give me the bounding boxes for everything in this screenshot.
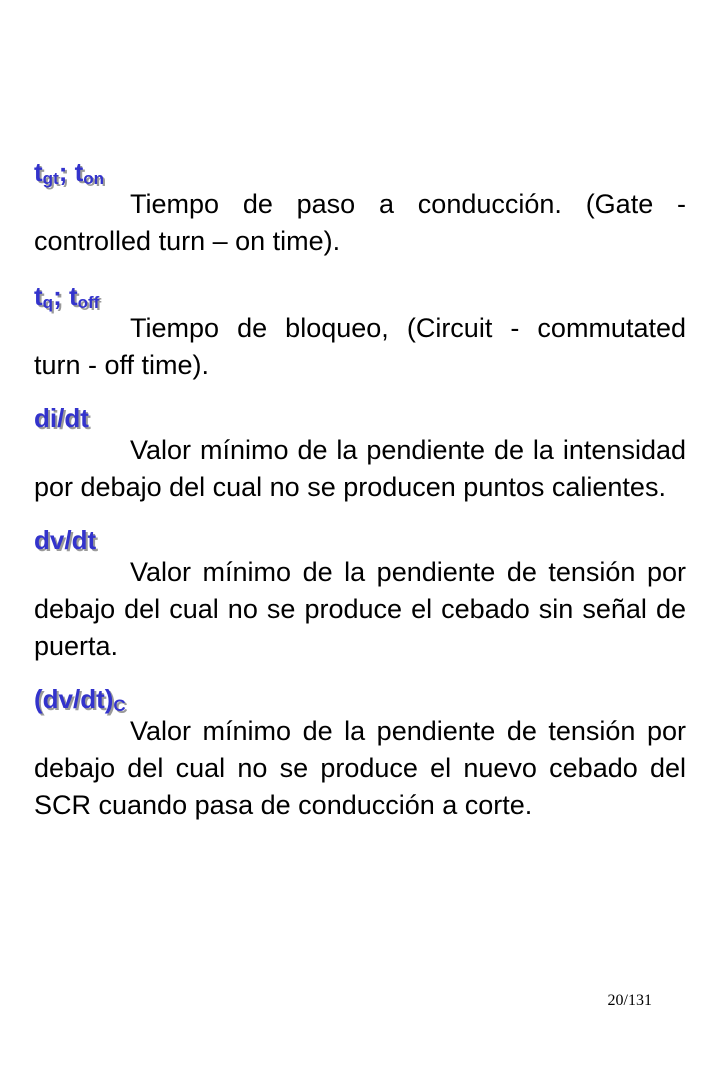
description-didt: Valor mínimo de la pendiente de la intensidad por debajo del cual no se producen puntos calientes. bbox=[34, 435, 686, 502]
term-ton-sub1: gt bbox=[42, 169, 59, 188]
definitions-list bbox=[34, 158, 686, 824]
term-dvdt-c-t1: (dv/dt) bbox=[34, 684, 114, 714]
term-dvdt-c-sub1: C bbox=[113, 696, 126, 715]
term-ton-sub2: on bbox=[83, 169, 105, 188]
definition-dvdt bbox=[34, 526, 686, 665]
definition-toff bbox=[34, 282, 686, 384]
description-dvdt-c: Valor mínimo de la pendiente de tensión por debajo del cual no se produce el nuevo cebado del SCR cuando pasa de conducción a corte. bbox=[34, 716, 686, 820]
term-ton bbox=[34, 158, 686, 186]
definition-dvdt-c bbox=[34, 685, 686, 824]
term-dvdt-c bbox=[34, 685, 686, 713]
term-toff-sub2: off bbox=[77, 293, 100, 312]
term-dvdt: dv/dt bbox=[34, 525, 97, 555]
page-number: 20/131 bbox=[607, 992, 652, 1009]
term-ton-t1: t bbox=[34, 157, 43, 187]
definition-ton bbox=[34, 158, 686, 260]
definition-didt bbox=[34, 404, 686, 506]
term-toff-t2: ; t bbox=[53, 281, 78, 311]
term-didt: di/dt bbox=[34, 403, 89, 433]
description-ton: Tiempo de paso a conducción. (Gate - controlled turn – on time). bbox=[34, 189, 686, 256]
term-toff-t1: t bbox=[34, 281, 43, 311]
term-ton-t2: ; t bbox=[58, 157, 84, 187]
description-dvdt: Valor mínimo de la pendiente de tensión por debajo del cual no se produce el cebado sin señal de puerta. bbox=[34, 557, 686, 661]
term-toff bbox=[34, 282, 686, 310]
term-toff-sub1: q bbox=[42, 293, 54, 312]
description-toff: Tiempo de bloqueo, (Circuit - commutated turn - off time). bbox=[34, 313, 686, 380]
